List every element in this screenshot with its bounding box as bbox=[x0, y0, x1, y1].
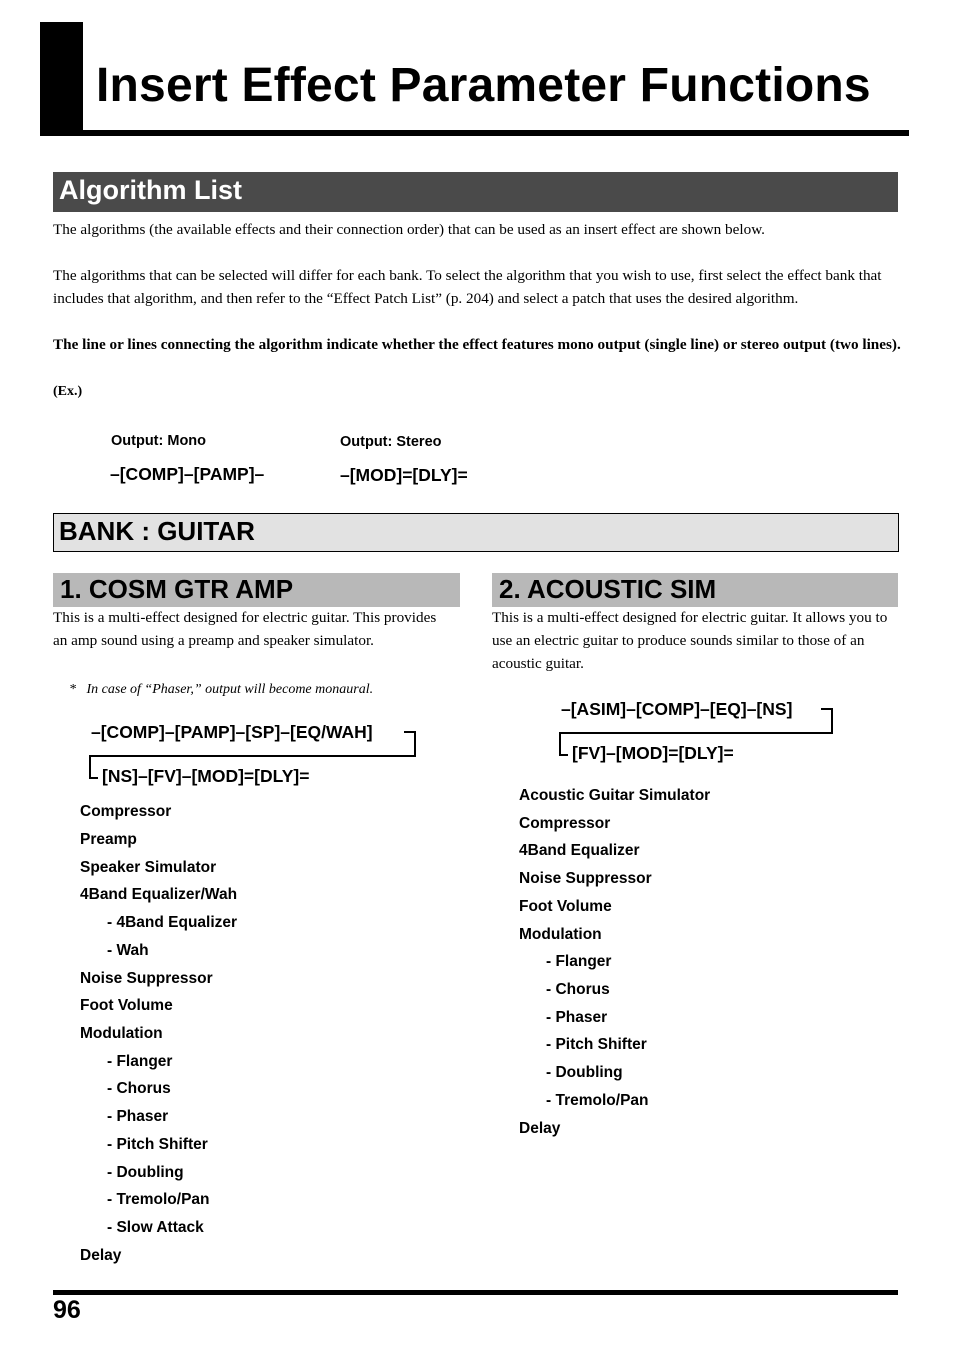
mono-chain-example: –[COMP]–[PAMP]– bbox=[110, 464, 265, 484]
intro-paragraph-3: The line or lines connecting the algorithm indicate whether the effect features mono output (single line) or stereo output (two lines). bbox=[53, 336, 901, 353]
chain-connector-right bbox=[404, 731, 416, 757]
effect-item: Foot Volume bbox=[519, 898, 612, 915]
chain-connector-left bbox=[89, 755, 91, 777]
algorithm-chain-line-1: –[COMP]–[PAMP]–[SP]–[EQ/WAH] bbox=[91, 722, 373, 742]
bank-heading-text: BANK : GUITAR bbox=[59, 516, 255, 546]
page-number: 96 bbox=[53, 1296, 81, 1324]
intro-paragraph-2: The algorithms that can be selected will differ for each bank. To select the algorithm that you wish to use, first select the effect bank that includes that algorithm, and then refer to the “Effect Patch List” (p. 204) and select a patch that uses the desired algorithm. bbox=[53, 267, 882, 307]
section-heading-text: 1. COSM GTR AMP bbox=[60, 574, 294, 604]
section-heading-acoustic-sim bbox=[492, 573, 898, 607]
chain-connector-right bbox=[821, 708, 833, 734]
title-rule bbox=[40, 130, 909, 136]
effect-item: Modulation bbox=[80, 1025, 163, 1042]
effect-sub-item: - Slow Attack bbox=[107, 1219, 204, 1236]
effect-item: 4Band Equalizer bbox=[519, 842, 640, 859]
section-description: This is a multi-effect designed for electric guitar. It allows you to use an electric guitar to produce sounds similar to those of an acoustic guitar. bbox=[492, 609, 888, 672]
effect-sub-item: - Phaser bbox=[107, 1108, 169, 1125]
output-mono-label: Output: Mono bbox=[111, 433, 207, 449]
effect-item: Modulation bbox=[519, 926, 602, 943]
effect-item: Compressor bbox=[80, 803, 172, 820]
effect-sub-item: - Flanger bbox=[107, 1053, 173, 1070]
effect-sub-item: - Tremolo/Pan bbox=[546, 1092, 649, 1109]
effect-sub-item: - Doubling bbox=[107, 1164, 184, 1181]
effect-sub-item: - Phaser bbox=[546, 1009, 608, 1026]
section-heading-text: 2. ACOUSTIC SIM bbox=[499, 574, 717, 604]
example-label: (Ex.) bbox=[53, 384, 83, 399]
page-title: Insert Effect Parameter Functions bbox=[96, 59, 871, 112]
section-note: * In case of “Phaser,” output will become monaural. bbox=[69, 682, 374, 697]
algorithm-list-heading bbox=[53, 172, 898, 212]
effect-item: Noise Suppressor bbox=[519, 870, 652, 887]
chain-connector-tail bbox=[89, 777, 98, 779]
chain-connector-middle bbox=[89, 755, 414, 757]
effect-sub-item: - Flanger bbox=[546, 953, 612, 970]
effect-item: Foot Volume bbox=[80, 997, 173, 1014]
effect-item: Speaker Simulator bbox=[80, 859, 217, 876]
title-accent-bar bbox=[40, 22, 83, 134]
chain-connector-middle bbox=[559, 732, 831, 734]
output-stereo-label: Output: Stereo bbox=[340, 434, 442, 450]
effect-item: Compressor bbox=[519, 815, 611, 832]
section-heading-cosm-gtr-amp bbox=[53, 573, 460, 607]
effect-sub-item: - Tremolo/Pan bbox=[107, 1191, 210, 1208]
effect-sub-item: - Pitch Shifter bbox=[546, 1036, 647, 1053]
effect-sub-item: - Wah bbox=[107, 942, 149, 959]
algorithm-chain-line-1: –[ASIM]–[COMP]–[EQ]–[NS] bbox=[561, 699, 793, 719]
bank-heading bbox=[53, 513, 899, 552]
effect-item: Acoustic Guitar Simulator bbox=[519, 787, 711, 804]
intro-paragraph-1: The algorithms (the available effects and their connection order) that can be used as an insert effect are shown below. bbox=[53, 221, 765, 238]
algorithm-chain-line-2: [FV]–[MOD]=[DLY]= bbox=[572, 743, 734, 763]
effect-item: Delay bbox=[80, 1247, 122, 1264]
section-description: This is a multi-effect designed for electric guitar. This provides an amp sound using a preamp and speaker simulator. bbox=[53, 609, 437, 649]
stereo-chain-example: –[MOD]=[DLY]= bbox=[340, 465, 468, 485]
effect-item: Noise Suppressor bbox=[80, 970, 213, 987]
effect-item: 4Band Equalizer/Wah bbox=[80, 886, 238, 903]
effect-sub-item: - Chorus bbox=[107, 1080, 171, 1097]
effect-item: Delay bbox=[519, 1120, 561, 1137]
chain-connector-left bbox=[559, 732, 561, 754]
footer-rule bbox=[53, 1290, 898, 1295]
effect-item: Preamp bbox=[80, 831, 137, 848]
algorithm-list-heading-text: Algorithm List bbox=[59, 175, 242, 205]
algorithm-chain-line-2: [NS]–[FV]–[MOD]=[DLY]= bbox=[102, 766, 310, 786]
chain-connector-tail bbox=[559, 754, 568, 756]
effect-sub-item: - Doubling bbox=[546, 1064, 623, 1081]
effect-sub-item: - 4Band Equalizer bbox=[107, 914, 238, 931]
effect-sub-item: - Chorus bbox=[546, 981, 610, 998]
effect-sub-item: - Pitch Shifter bbox=[107, 1136, 208, 1153]
